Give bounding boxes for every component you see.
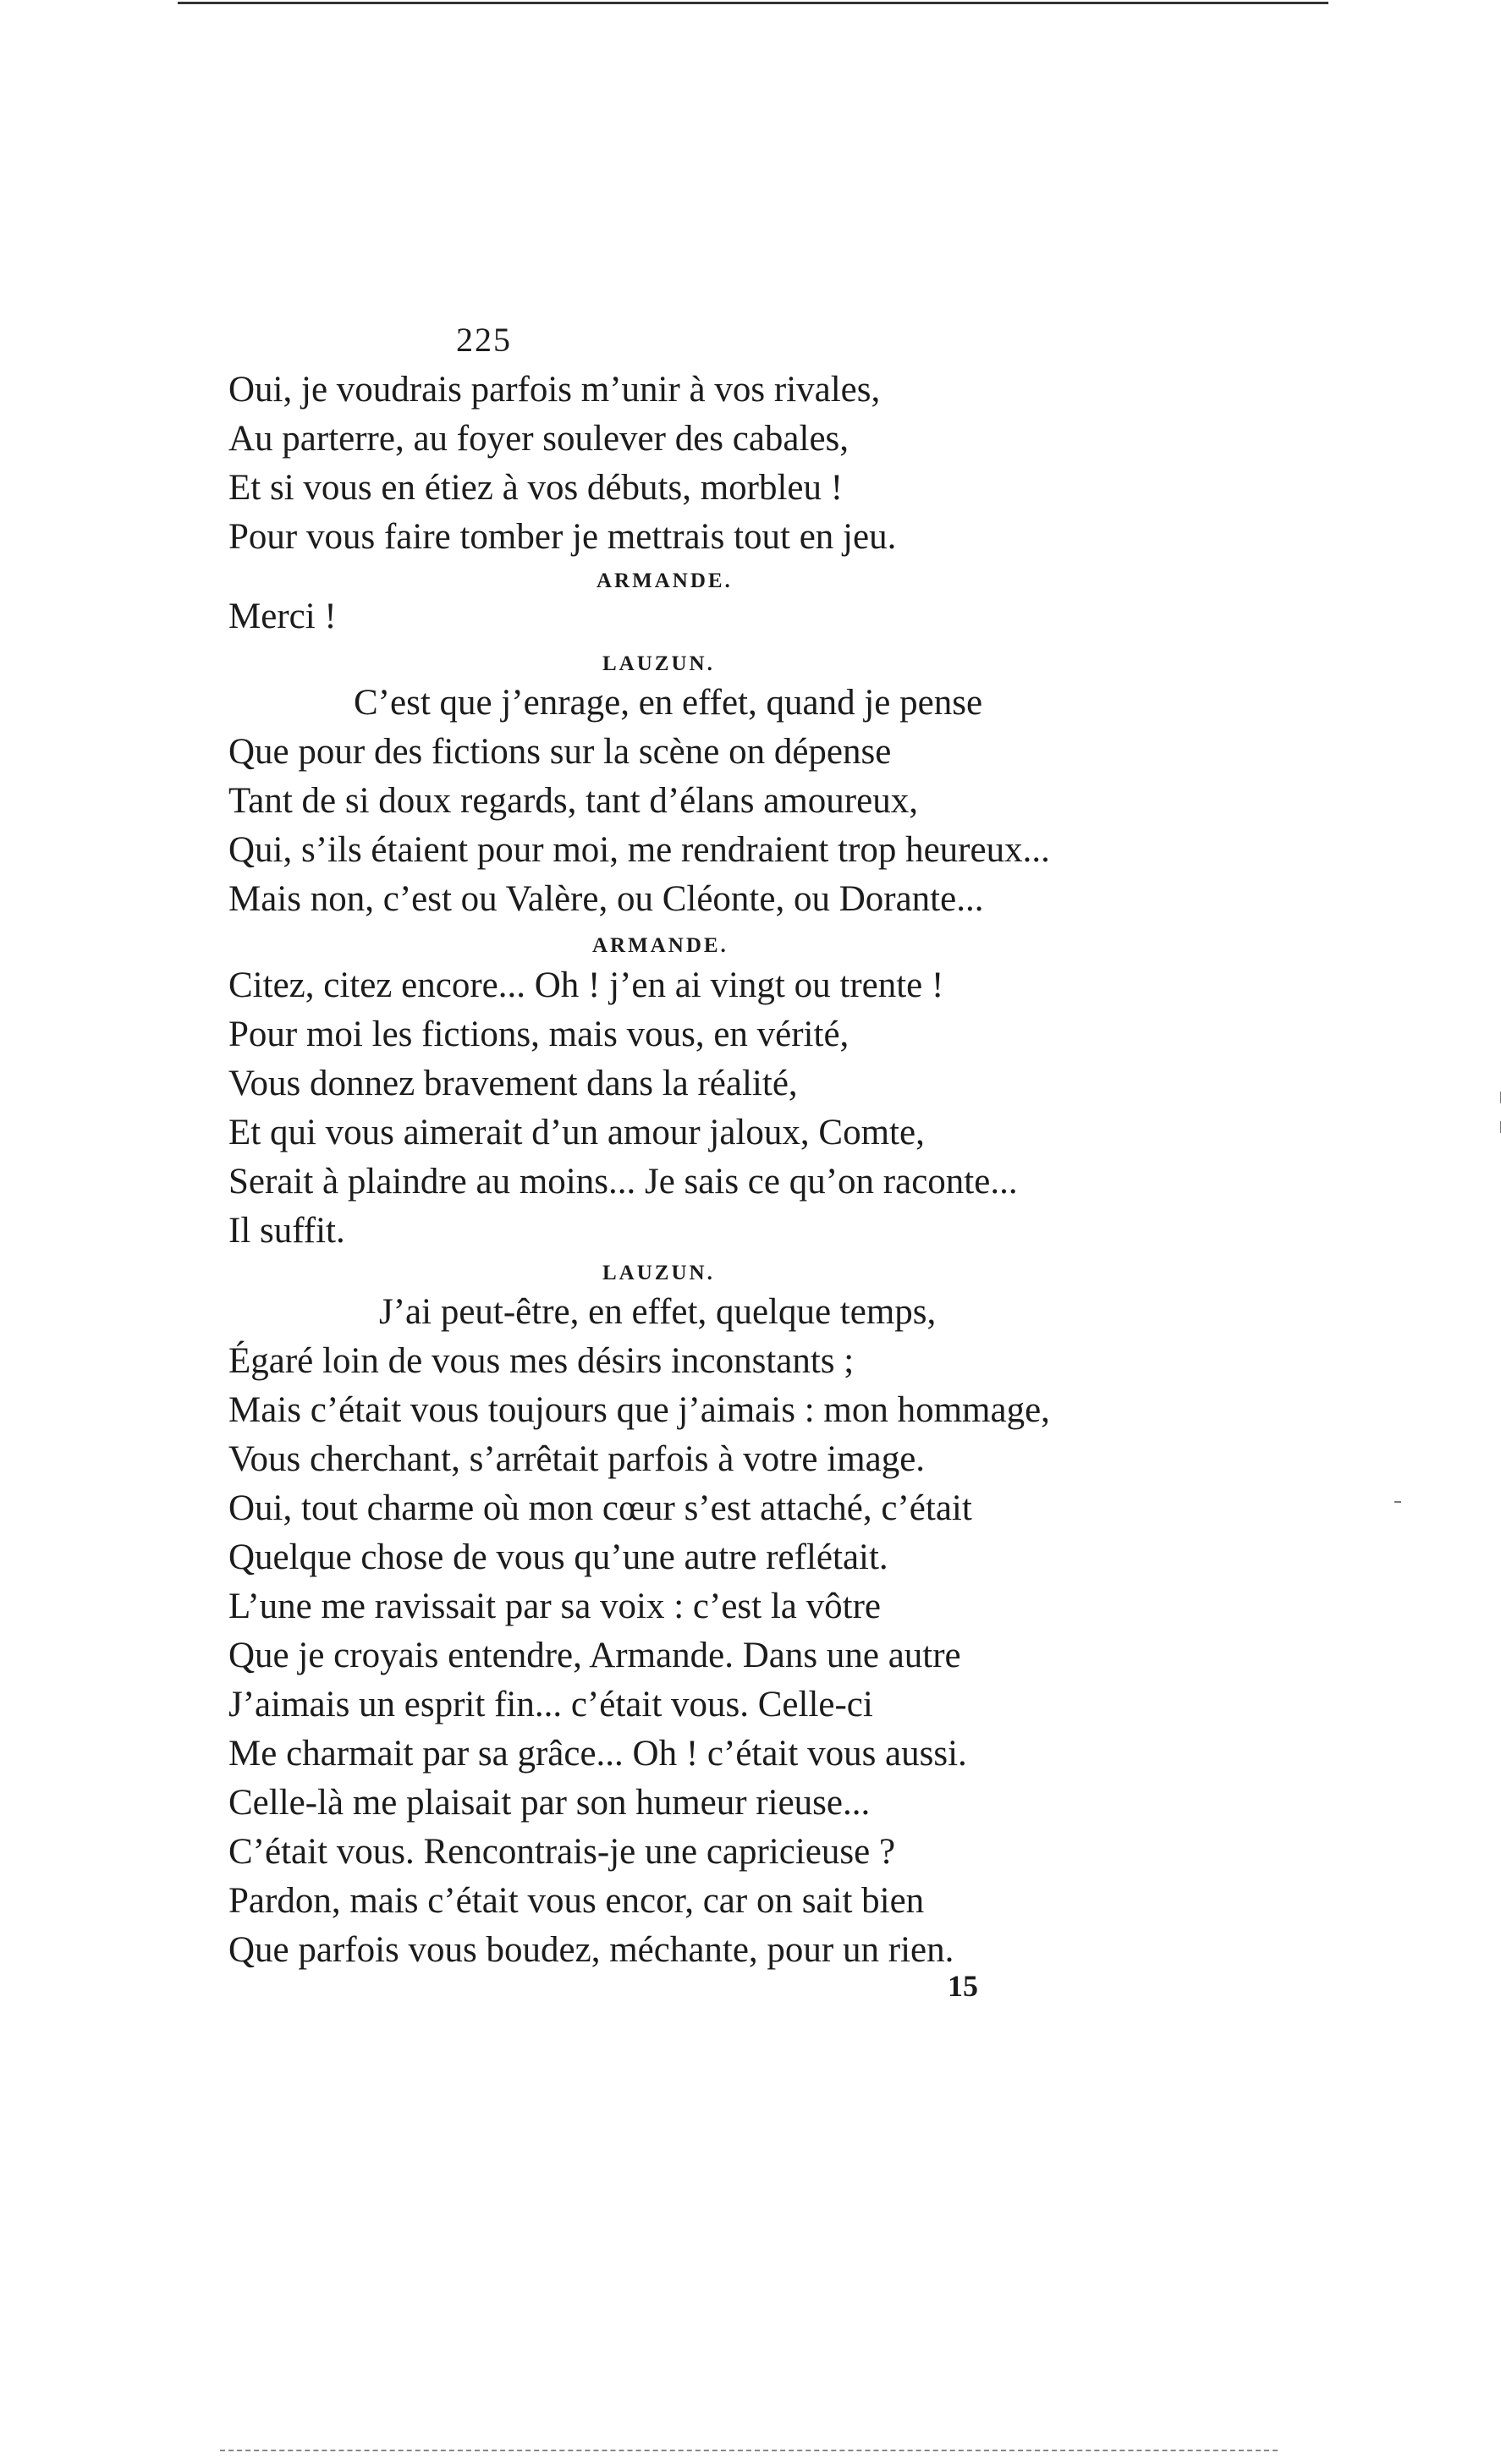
verse-line: Citez, citez encore... Oh ! j’en ai vingt ou trente ! [228,965,944,1005]
verse-line: Que je croyais entendre, Armande. Dans une autre [228,1636,961,1675]
signature-mark: 15 [948,1969,978,2003]
speaker-heading: ARMANDE. [592,934,729,957]
verse-line: J’aimais un esprit fin... c’était vous. Celle-ci [228,1685,873,1724]
verse-line: Merci ! [228,597,337,636]
verse-line: Me charmait par sa grâce... Oh ! c’était vous aussi. [228,1734,967,1774]
speaker-heading: LAUZUN. [602,1262,715,1284]
verse-line: Et si vous en étiez à vos débuts, morbleu ! [228,468,844,508]
verse-line: Pour vous faire tomber je mettrais tout en jeu. [228,517,897,557]
verse-line: Et qui vous aimerait d’un amour jaloux, Comte, [228,1113,925,1152]
verse-line: Au parterre, au foyer soulever des cabales, [228,419,849,459]
verse-line: Oui, tout charme où mon cœur s’est attaché, c’était [228,1488,972,1528]
verse-line: Pour moi les fictions, mais vous, en vérité, [228,1015,849,1054]
verse-line: Vous donnez bravement dans la réalité, [228,1064,798,1103]
verse-line: Celle-là me plaisait par son humeur rieuse... [228,1783,871,1823]
verse-line: Que pour des fictions sur la scène on dépense [228,732,892,772]
verse-line: Mais non, c’est ou Valère, ou Cléonte, ou Dorante... [228,879,984,919]
verse-line: Égaré loin de vous mes désirs inconstants ; [228,1341,855,1381]
verse-line: C’est que j’enrage, en effet, quand je pense [354,683,983,723]
top-edge-rule [178,2,1328,4]
verse-line: Tant de si doux regards, tant d’élans amoureux, [228,781,918,821]
verse-line: Quelque chose de vous qu’une autre reflétait. [228,1537,888,1577]
verse-line: C’était vous. Rencontrais-je une capricieuse ? [228,1832,896,1872]
verse-line: Qui, s’ils étaient pour moi, me rendraient trop heureux... [228,830,1050,870]
scan-speck [1394,1501,1401,1503]
verse-line: Pardon, mais c’était vous encor, car on sait bien [228,1881,925,1921]
verse-line: Oui, je voudrais parfois m’unir à vos rivales, [228,370,881,410]
speaker-heading: LAUZUN. [602,652,715,675]
bottom-edge-rule [220,2450,1278,2453]
verse-line: Vous cherchant, s’arrêtait parfois à votre image. [228,1439,926,1479]
verse-line: Serait à plaindre au moins... Je sais ce qu’on raconte... [228,1162,1018,1202]
verse-line: J’ai peut-être, en effet, quelque temps, [379,1292,937,1332]
page-number: 225 [456,321,512,359]
speaker-heading: ARMANDE. [597,569,733,592]
verse-line: Il suffit. [228,1211,345,1251]
verse-line: Que parfois vous boudez, méchante, pour un rien. [228,1930,954,1970]
verse-line: Mais c’était vous toujours que j’aimais : mon hommage, [228,1390,1050,1430]
verse-line: L’une me ravissait par sa voix : c’est la vôtre [228,1587,881,1626]
